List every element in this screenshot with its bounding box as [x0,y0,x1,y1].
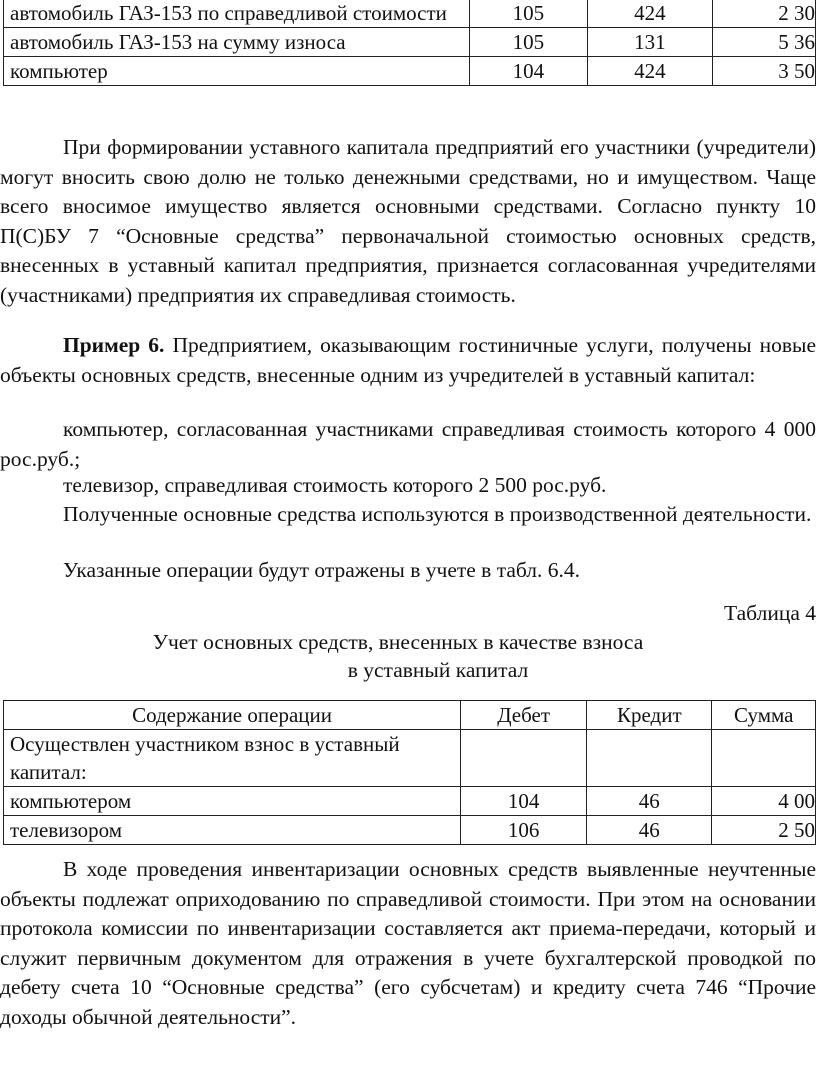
table-4 [3,700,816,845]
credit-cell: 46 [587,787,712,816]
paragraph-charter-capital: При формировании уставного капитала предприятий его участники (учредители) могут вносить свою долю не только денежными средствами, но и имуществом. Чаще всего вносимое имущество является основными средствами. Согласно пункту 10 П(С)БУ 7 “Основные средства” первоначальной стоимостью основных средств, внесенных в уставный капитал предприятия, признается согласованная учредителями (участниками) предприятия их справедливая стоимость. [0,135,816,307]
table-header-row [4,701,816,730]
credit-cell: 46 [587,816,712,845]
credit-cell [587,730,712,787]
paragraph-tv-item: телевизор, справедливая стоимость которого 2 500 рос.руб. [63,473,607,497]
example-text: Предприятием, оказывающим гостиничные услуги, получены новые объекты основных средств, внесенные одним из учредителей в уставный капитал: [0,333,816,387]
table-caption-line-2: в уставный капитал [347,658,529,682]
amount-cell [712,730,816,787]
entries-table-continued [3,0,816,86]
amount-cell: 5 36 [712,28,815,57]
paragraph-example-6 [0,331,816,390]
debit-cell: 105 [469,0,587,28]
debit-cell: 104 [461,787,587,816]
debit-cell: 106 [461,816,587,845]
header-amount: Сумма [712,701,816,730]
debit-cell: 104 [469,57,587,86]
paragraph-usage: Полученные основные средства используются в производственной деятельности. [63,502,812,526]
paragraph-computer-item: компьютер, согласованная участниками справедливая стоимость которого 4 000 рос.руб.; [0,417,816,471]
operation-cell: автомобиль ГАЗ-153 по справедливой стоимости [4,0,470,28]
table-row [4,730,816,787]
table-row [4,787,816,816]
amount-cell: 2 50 [712,816,816,845]
header-content: Содержание операции [4,701,461,730]
operation-cell: автомобиль ГАЗ-153 на сумму износа [4,28,470,57]
operation-cell: компьютером [4,787,461,816]
operation-cell: компьютер [4,57,470,86]
header-debit: Дебет [461,701,587,730]
header-credit: Кредит [587,701,712,730]
table-number-label: Таблица 4 [724,601,816,625]
credit-cell: 131 [587,28,712,57]
debit-cell: 105 [469,28,587,57]
table-row [4,28,816,57]
amount-cell: 4 00 [712,787,816,816]
table-row [4,57,816,86]
debit-cell [461,730,587,787]
table-row [4,0,816,28]
table-caption-line-1: Учет основных средств, внесенных в качестве взноса [152,630,644,654]
credit-cell: 424 [587,0,712,28]
amount-cell: 2 30 [712,0,815,28]
table-row [4,816,816,845]
paragraph-inventory: В ходе проведения инвентаризации основных средств выявленные неучтенные объекты подлежат оприходованию по справедливой стоимости. При этом на основании протокола комиссии по инвентаризации составляется акт приема-передачи, который и служит первичным документом для отражения в учете бухгалтерской проводкой по дебету счета 10 “Основные средства” (его субсчетам) и кредиту счета 746 “Прочие доходы обычной деятельности”. [0,857,816,1029]
operation-cell: Осуществлен участником взнос в уставный капитал: [4,730,461,787]
example-label: Пример 6. [63,333,165,357]
operation-cell: телевизором [4,816,461,845]
paragraph-table-reference: Указанные операции будут отражены в учете в табл. 6.4. [63,558,581,582]
credit-cell: 424 [587,57,712,86]
amount-cell: 3 50 [712,57,815,86]
